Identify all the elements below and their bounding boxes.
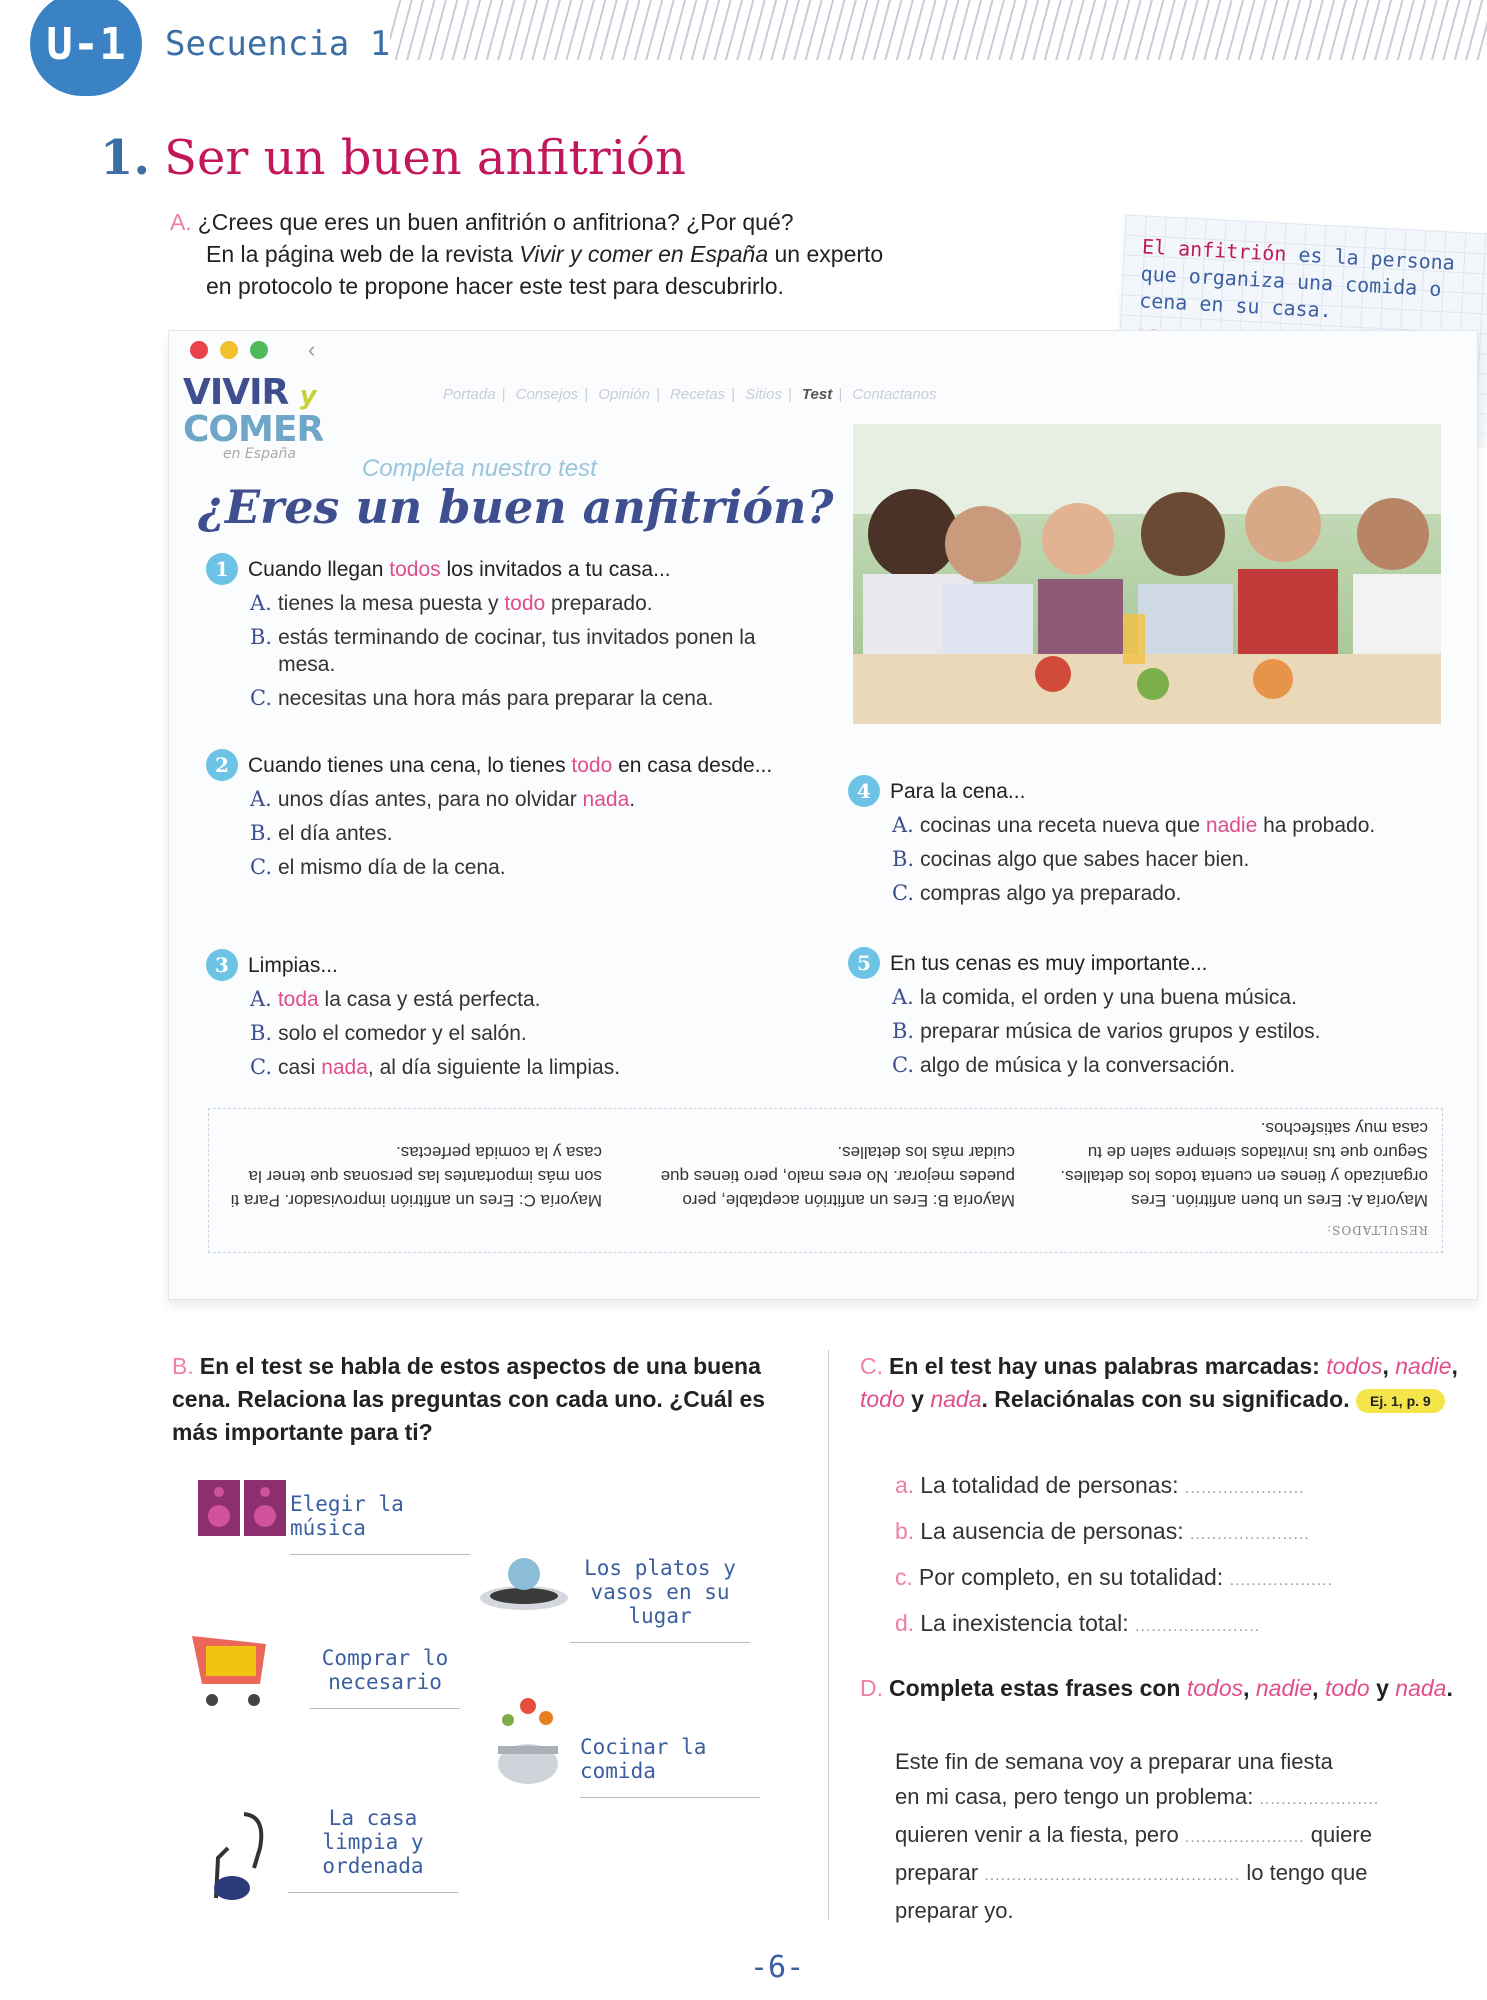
q1c-text: necesitas una hora más para preparar la cena. [278,687,714,710]
q2-pre: Cuando tienes una cena, lo tienes [248,754,572,777]
definition-text: Por completo, en su totalidad: [918,1564,1224,1590]
cooking-pot-icon [490,1692,566,1793]
part-d-line5: preparar yo. [895,1898,1014,1923]
q5b-text: preparar música de varios grupos y estilos. [920,1020,1321,1043]
part-b-text: En el test se habla de estos aspectos de una buena cena. Relaciona las preguntas con cada uno. ¿Cuál es más importante para ti? [172,1353,766,1445]
part-d-line2 [895,1779,1475,1817]
vacuum-cleaner-icon [204,1808,274,1907]
browser-controls [190,337,315,363]
section-title-text: Ser un buen anfitrión [164,130,686,186]
q2a-post: . [629,788,636,811]
q3a-hl: toda [277,988,319,1011]
question-1-option-c [248,685,838,712]
part-d-line3b: quiere [1310,1822,1372,1847]
friends-dinner-photo [853,424,1441,724]
option-label: B. [250,1021,273,1045]
site-nav: Portada | Consejos | Opinión | Recetas | Sitios | Test | Contactanos [443,386,937,403]
aspect-music: Elegir la música [290,1492,470,1555]
option-label: C. [892,1053,914,1077]
part-c-instructions: C. En el test hay unas palabras marcadas: todos, nadie, todo y nada. Relaciónalas con su significado. Ej. 1, p. 9 [860,1353,1458,1412]
definition-a [895,1464,1333,1510]
part-c-pre: En el test hay unas palabras marcadas: [889,1353,1327,1379]
logo-y: y [299,381,316,411]
option-label: B. [250,821,273,845]
q2a-hl: nada [582,788,630,811]
part-d-line2-text: en mi casa, pero tengo un problema: [895,1784,1254,1809]
option-label: A. [250,987,272,1011]
definition-letter: c. [895,1564,913,1590]
word-nada: nada [1395,1675,1447,1701]
question-1-text [248,556,838,583]
section-number: 1. [100,130,151,186]
q1b-text: estás terminando de cocinar, tus invitados ponen la mesa. [278,626,756,676]
definition-letter: b. [895,1518,915,1544]
nav-contactanos: Contactanos [852,386,937,403]
answer-blank[interactable]: ....................... [1134,1618,1261,1635]
result-c: Mayoría C: Eres un anfitrión improvisador. Para ti son más importantes las personas que tener la casa y la comida perfectas. [230,1143,602,1210]
logo-vivir-text: VIVIR [183,372,289,413]
part-a-line2-pre: En la página web de la revista [206,241,520,267]
question-2-number-icon: 2 [206,749,238,781]
column-divider [828,1350,829,1920]
note-host-def: es la persona que organiza una comida o cena en su casa. [1138,241,1456,323]
nav-recetas: Recetas [670,386,726,403]
q2a-pre: unos días antes, para no olvidar [277,788,583,811]
part-d-line3a: quieren venir a la fiesta, pero [895,1822,1179,1847]
answer-blank[interactable]: ...................... [1184,1480,1305,1497]
question-1-number-icon: 1 [206,553,238,585]
nav-portada: Portada [443,386,496,403]
question-5 [857,950,1480,1079]
site-logo [183,372,324,462]
part-d-letter: D. [860,1675,883,1701]
result-a: Mayoría A: Eres un buen anfitrión. Eres organizado y tienes en cuenta todos los detalles. Seguro que tus invitados siempre salen de tu casa muy satisfechos. [1060,1119,1428,1210]
answer-blank[interactable]: ...................... [1259,1791,1380,1808]
q3c-hl: nada [321,1056,368,1079]
note-host-term: El anfitrión [1141,234,1288,266]
q5c-text: algo de música y la conversación. [920,1054,1236,1077]
answer-blank[interactable]: ...................... [1190,1526,1310,1543]
q1a-pre: tienes la mesa puesta y [277,592,505,615]
q2b-text: el día antes. [278,822,393,845]
definition-d [895,1602,1333,1648]
q5a-text: la comida, el orden y una buena música. [919,986,1297,1009]
question-1-option-a [248,590,838,617]
section-title [100,130,686,186]
part-d-line1: Este fin de semana voy a preparar una fiesta [895,1749,1333,1774]
part-d-pre: Completa estas frases con [889,1675,1187,1701]
part-b-letter: B. [172,1353,194,1379]
test-subtitle: Completa nuestro test [362,455,597,482]
q4a-hl: nadie [1205,814,1258,837]
option-label: C. [250,855,272,879]
option-label: A. [250,787,272,811]
part-a-line2-post: un experto [768,241,884,267]
q4c-text: compras algo ya preparado. [920,882,1182,905]
question-5-text: En tus cenas es muy importante... [890,952,1208,975]
nav-consejos: Consejos [515,386,579,403]
option-label: B. [892,847,915,871]
question-4-number-icon: 4 [848,775,880,807]
question-3-option-b [248,1020,838,1047]
part-d-text [895,1744,1475,1928]
question-3-option-c [248,1054,838,1081]
option-label: A. [250,591,272,615]
close-dot-icon [190,341,208,359]
definition-text: La inexistencia total: [920,1610,1129,1636]
option-label: B. [892,1019,915,1043]
question-2-option-a [248,786,808,813]
word-todos: todos [1186,1675,1244,1701]
part-d-instructions: D. Completa estas frases con todos, nadie, todo y nada. [860,1675,1453,1701]
aspect-cleaning: La casa limpia y ordenada [288,1806,458,1893]
question-5-option-b [890,1018,1480,1045]
question-1-option-b [248,624,838,678]
aspect-plates: Los platos y vasos en su lugar [570,1556,750,1643]
word-nadie: nadie [1255,1675,1313,1701]
q3a-post: la casa y está perfecta. [318,988,541,1011]
option-label: A. [892,985,914,1009]
note-host [1139,233,1477,331]
nav-test: Test [801,386,833,403]
part-a-line3: en protocolo te propone hacer este test para descubrirlo. [206,273,784,299]
option-label: B. [250,625,273,649]
question-5-option-a [890,984,1480,1011]
option-label: C. [250,686,272,710]
q3b-text: solo el comedor y el salón. [278,1022,527,1045]
shopping-cart-icon [186,1626,278,1715]
nav-opinion: Opinión [598,386,650,403]
results-heading: RESULTADOS: [1326,1223,1428,1237]
q3c-post: , al día siguiente la limpias. [367,1056,621,1079]
q1-hl: todos [389,558,441,581]
aspect-shopping: Comprar lo necesario [310,1646,460,1709]
plates-icon [478,1556,570,1617]
question-5-number-icon: 5 [848,947,880,979]
answer-blank[interactable]: ...................... [1184,1829,1305,1846]
q4a-post: ha probado. [1257,814,1376,837]
question-3-number-icon: 3 [206,949,238,981]
part-a-letter: A. [170,209,192,235]
unit-badge: U-1 [30,0,142,96]
magazine-name: Vivir y comer en España [519,241,769,267]
part-a-intro [170,206,1030,302]
part-b-instructions [172,1350,792,1449]
nav-sitios: Sitios [745,386,782,403]
q1-post: los invitados a tu casa... [440,558,671,581]
q1-pre: Cuando llegan [248,558,390,581]
q4a-pre: cocinas una receta nueva que [919,814,1206,837]
q4b-text: cocinas algo que sabes hacer bien. [920,848,1250,871]
option-label: A. [892,813,914,837]
word-todos: todos [1326,1353,1383,1379]
definition-text: La ausencia de personas: [920,1518,1184,1544]
part-c-letter: C. [860,1353,883,1379]
definition-text: La totalidad de personas: [920,1472,1179,1498]
part-a-line1: ¿Crees que eres un buen anfitrión o anfitriona? ¿Por qué? [197,209,794,235]
maximize-dot-icon [250,341,268,359]
part-d-line4a: preparar [895,1860,979,1885]
q2-post: en casa desde... [612,754,773,777]
speakers-icon [196,1478,288,1543]
minimize-dot-icon [220,341,238,359]
part-c-post: . Relaciónalas con su significado. [981,1386,1350,1412]
question-4 [857,778,1480,907]
question-2 [215,752,808,881]
q1a-hl: todo [504,592,546,615]
answer-blank[interactable]: ................... [1229,1572,1334,1589]
q2-hl: todo [571,754,613,777]
word-todo: todo [1324,1675,1370,1701]
answer-blank[interactable]: ............................................... [984,1867,1241,1884]
page-number: -6- [750,1950,805,1985]
part-d-line3 [895,1817,1475,1855]
definitions-list [895,1464,1333,1648]
question-4-option-c [890,880,1480,907]
header-hatch [390,0,1487,60]
logo-en-espana: en España [223,446,296,462]
question-2-option-c [248,854,808,881]
definition-letter: a. [895,1472,915,1498]
part-d-line4b: lo tengo que [1246,1860,1368,1885]
sequence-title: Secuencia 1 [165,24,391,64]
back-chevron-icon: ‹ [308,337,316,362]
question-4-text: Para la cena... [890,780,1026,803]
word-todo: todo [860,1386,905,1412]
exercise-ref-badge: Ej. 1, p. 9 [1356,1389,1445,1413]
option-label: C. [250,1055,272,1079]
part-d-line4 [895,1855,1475,1893]
logo-vivir [183,372,323,413]
question-4-option-a [890,812,1480,839]
q2c-text: el mismo día de la cena. [278,856,506,879]
word-nada: nada [930,1386,982,1412]
question-2-option-b [248,820,808,847]
question-5-option-c [890,1052,1480,1079]
question-3-option-a [248,986,838,1013]
logo-comer: COMER [183,409,324,450]
result-b: Mayoría B: Eres un anfitrión aceptable, pero puedes mejorar. No eres malo, pero tienes que cuidar más los detalles. [660,1143,1015,1210]
question-3 [215,952,838,1081]
test-results-upside-down [208,1108,1443,1253]
q3c-pre: casi [278,1056,322,1079]
option-label: C. [892,881,914,905]
part-a-line2 [170,238,1030,270]
test-title: ¿Eres un buen anfitrión? [198,480,834,534]
aspect-cooking: Cocinar la comida [580,1735,760,1798]
word-nadie: nadie [1395,1353,1452,1379]
q1a-post: preparado. [545,592,653,615]
question-2-text [248,752,808,779]
definition-letter: d. [895,1610,915,1636]
question-4-option-b [890,846,1480,873]
definition-b [895,1510,1333,1556]
question-1 [215,556,838,712]
definition-c [895,1556,1333,1602]
question-3-text: Limpias... [248,954,338,977]
